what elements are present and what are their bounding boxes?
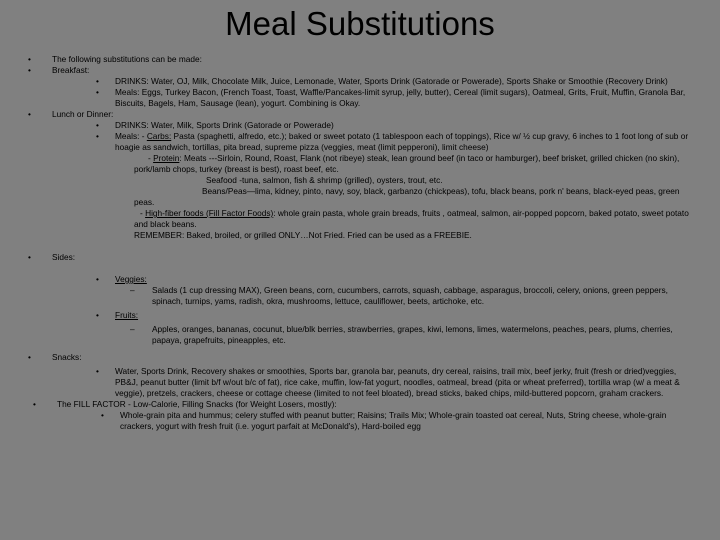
fill-factor-text: Whole-grain pita and hummus; celery stuffed with peanut butter; Raisins; Trails Mix; Whole-grain toasted oat cereal, Nuts, String cheese, whole-grain crackers, yogurt with fresh fruit (i.e. yogurt parfait at McDonald's), Hard-boiled egg [120, 410, 667, 431]
bullet: • [28, 65, 31, 75]
fruits-text: Apples, oranges, bananas, cocunut, blue/blk berries, strawberries, grapes, kiwi, lemons, limes, watermelons, peaches, pears, plums, cherries, papaya, grapefruits, pineapples, etc. [152, 324, 673, 345]
bullet: • [33, 399, 36, 409]
list-item-sides [0, 252, 720, 263]
bullet: • [96, 131, 99, 141]
veggies-item [130, 285, 690, 307]
veggies-label: Veggies: [115, 274, 147, 284]
fill-factor-item [0, 410, 720, 432]
bullet: • [28, 109, 31, 119]
snacks-text: Water, Sports Drink, Recovery shakes or smoothies, Sports bar, granola bar, peanuts, dry cereal, raisins, trail mix, beef jerky, fruit (fresh or dried)veggies, PB&J, peanut butter (limit b/f w/out b/c of fat), rice cake, muffin, low-fat yogurt, noodles, oatmeal, bread (pita or wheat preferred), tortilla wrap (w/ a meat & veggie), pretzels, crackers, cheese or cottage cheese (limited to not feel bloated), bread sticks, baked chips, mild-buttered popcorn, graham crackers. [115, 366, 680, 398]
bullet: • [28, 352, 31, 362]
meals-prefix: Meals: - [115, 131, 147, 141]
fruits-label: Fruits: [115, 310, 139, 320]
page-title: Meal Substitutions [225, 5, 495, 42]
bullet: • [96, 310, 99, 320]
dash: – [130, 285, 135, 295]
seafood-text: Seafood -tuna, salmon, fish & shrimp (grilled), oysters, trout, etc. [206, 175, 443, 185]
breakfast-meals-text: Meals: Eggs, Turkey Bacon, (French Toast, Toast, Waffle/Pancakes-limit syrup, jelly, butter), Cereal (limit sugars), Oatmeal, Grits, Fruit, Muffin, Granola Bar, Biscuits, Bagels, Ham, Sausage (lean), yogurt. Combining is Okay. [115, 87, 686, 108]
fiber-label: High-fiber foods (Fill Factor Foods) [145, 208, 274, 218]
spacer [0, 263, 720, 274]
intro-text: The following substitutions can be made: [52, 54, 202, 64]
bullet: • [96, 120, 99, 130]
protein-label: Protein [153, 153, 180, 163]
bullet: • [101, 410, 104, 420]
list-item-breakfast [0, 65, 720, 76]
fiber-text: - High-fiber foods (Fill Factor Foods): whole grain pasta, whole grain breads, fruits , oatmeal, salmon, air-popped popcorn, baked potato, sweet potato and black beans. [134, 208, 689, 229]
fill-factor-label: The FILL FACTOR - Low-Calorie, Filling Snacks (for Weight Losers, mostly): [57, 399, 337, 409]
breakfast-drinks-text: DRINKS: Water, OJ, Milk, Chocolate Milk, Juice, Lemonade, Water, Sports Drink (Gatorade or Powerade), Sports Shake or Smoothie (Recovery Drink) [115, 76, 668, 86]
sides-label: Sides: [52, 252, 76, 262]
dash: – [130, 324, 135, 334]
lunch-label: Lunch or Dinner: [52, 109, 114, 119]
remember-text: REMEMBER: Baked, broiled, or grilled ONLY…Not Fried. Fried can be used as a FREEBIE. [134, 230, 472, 240]
fruits-item [130, 324, 690, 346]
veggies-text: Salads (1 cup dressing MAX), Green beans, corn, cucumbers, carrots, squash, cabbage, asparagus, broccoli, celery, onions, green peppers, spinach, turnips, yams, radish, okra, mushrooms, lettuce, cauliflower, beets, artichoke, etc. [152, 285, 668, 306]
list-item-snacks [0, 352, 720, 363]
carbs-label: Carbs: [146, 131, 172, 141]
bullet: • [96, 76, 99, 86]
sides-fruits [0, 310, 720, 321]
bullet: • [96, 87, 99, 97]
bullet: • [96, 274, 99, 284]
lunch-meals [0, 131, 720, 153]
breakfast-drinks [0, 76, 720, 87]
carbs-text: Pasta (spaghetti, alfredo, etc.); baked or sweet potato (1 tablespoon each of toppings), Rice w/ ½ cup gravy, 6 inches to 1 foot long of sub or hoagie as sandwich, tortillas, pita bread, supreme pizza (veggies, meat (limit pepperoni), limit cheese) [115, 131, 689, 152]
lunch-meals-text [115, 131, 700, 153]
list-item-lunch [0, 109, 720, 120]
snacks-label: Snacks: [52, 352, 82, 362]
protein-text: - Protein: Meats ---Sirloin, Round, Roast, Flank (not ribeye) steak, lean ground beef (in taco or hamburger), beef brisket, grilled chicken (no skin), pork/lamb chops, turkey (breast is best), roast beef, etc. [134, 153, 680, 174]
substitutions-list [0, 54, 720, 432]
sides-veggies [0, 274, 720, 285]
list-item-intro [0, 54, 720, 65]
bullet: • [96, 366, 99, 376]
breakfast-label: Breakfast: [52, 65, 90, 75]
snacks-item [0, 366, 720, 399]
lunch-drinks-text: DRINKS: Water, Milk, Sports Drink (Gatorade or Powerade) [115, 120, 334, 130]
breakfast-meals [0, 87, 720, 109]
beans-text: Beans/Peas—lima, kidney, pinto, navy, soy, black, garbanzo (chickpeas), tofu, black beans, pork n' beans, black-eyed peas, green peas. [134, 186, 680, 207]
bullet: • [28, 54, 31, 64]
bullet: • [28, 252, 31, 262]
spacer [0, 241, 720, 252]
list-item-fill-factor [0, 399, 720, 410]
lunch-drinks [0, 120, 720, 131]
